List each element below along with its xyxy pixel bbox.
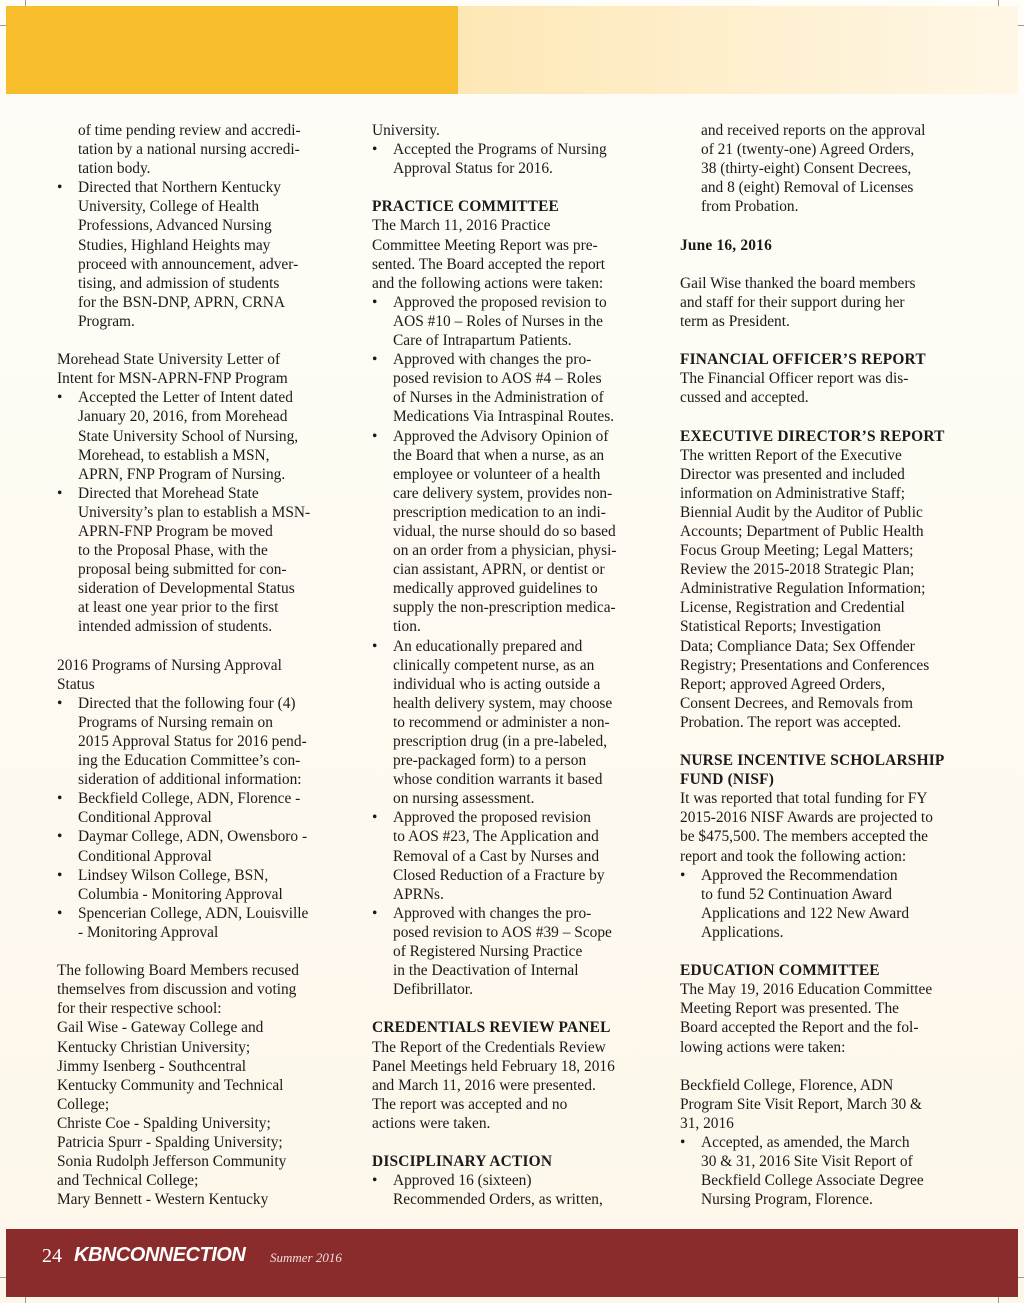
bullet-item: [680, 866, 980, 942]
text-line: Medications Via Intraspinal Routes.: [393, 408, 615, 426]
text-line: prescription drug (in a pre-labeled,: [393, 733, 608, 750]
bullet-item: [372, 904, 662, 999]
text-line: whose condition warrants it based: [393, 771, 603, 789]
text-line: and staff for their support during her: [680, 293, 905, 311]
text-line: 30 & 31, 2016 Site Visit Report of: [701, 1153, 913, 1171]
text-line: Beckfield College Associate Degree: [701, 1172, 924, 1190]
text-line: sideration of additional information:: [78, 771, 302, 789]
text-line: Applications.: [701, 923, 784, 941]
text-line: themselves from discussion and voting: [57, 981, 297, 999]
text-line: from Probation.: [701, 198, 799, 216]
text-line: • Accepted the Programs of Nursing: [393, 141, 607, 159]
text-line: Program Site Visit Report, March 30 &: [680, 1095, 923, 1113]
section-heading: EDUCATION COMMITTEE: [680, 962, 880, 980]
bullet-item: [372, 427, 662, 637]
text-line: • Approved with changes the pro-: [393, 904, 592, 922]
text-line: Professions, Advanced Nursing: [78, 217, 272, 235]
text-line: sideration of Developmental Status: [78, 580, 295, 598]
text-line: Meeting Report was presented. The: [680, 1000, 899, 1018]
text-line: and March 11, 2016 were presented.: [372, 1076, 596, 1094]
text-line: • Approved the Advisory Opinion of: [393, 427, 609, 445]
text-line: 2015-2016 NISF Awards are projected to: [680, 809, 933, 827]
text-line: Morehead, to establish a MSN,: [78, 446, 270, 464]
text-line: Panel Meetings held February 18, 2016: [372, 1057, 615, 1075]
paragraph: [57, 656, 347, 694]
text-line: • Approved with changes the pro-: [393, 351, 592, 369]
text-line: proposal being submitted for con-: [78, 561, 287, 579]
text-line: at least one year prior to the first: [78, 599, 279, 617]
text-line: lowing actions were taken:: [680, 1038, 846, 1056]
text-line: actions were taken.: [372, 1114, 491, 1132]
bullet-item: [680, 1133, 980, 1209]
text-line: Administrative Regulation Information;: [680, 580, 926, 598]
text-line: Columbia - Monitoring Approval: [78, 885, 283, 903]
text-line: Sonia Rudolph Jefferson Community: [57, 1153, 287, 1171]
text-line: be $475,500. The members accepted the: [680, 828, 929, 846]
text-line: Accounts; Department of Public Health: [680, 522, 924, 540]
text-line: • Approved 16 (sixteen): [393, 1172, 532, 1190]
text-line: tation body.: [78, 160, 151, 178]
text-line: employee or volunteer of a health: [393, 465, 601, 483]
text-line: NURSE INCENTIVE SCHOLARSHIP: [680, 752, 945, 770]
text-line: for the BSN-DNP, APRN, CRNA: [78, 293, 285, 311]
bullet-item: [57, 178, 347, 331]
text-line: of Registered Nursing Practice: [393, 943, 583, 961]
text-line: in the Deactivation of Internal: [393, 962, 579, 980]
text-line: AOS #10 – Roles of Nurses in the: [393, 312, 603, 330]
paragraph: [680, 980, 980, 1056]
crop-mark: [0, 25, 6, 26]
text-line: • Approved the proposed revision: [393, 809, 591, 827]
text-line: Closed Reduction of a Fracture by: [393, 866, 605, 884]
text-line: The report was accepted and no: [372, 1095, 568, 1113]
bullet-item: [372, 350, 662, 426]
text-line: Gail Wise - Gateway College and: [57, 1019, 264, 1037]
paragraph: [680, 446, 980, 732]
column-2: [372, 121, 662, 1209]
paragraph: [372, 1038, 662, 1133]
text-line: information on Administrative Staff;: [680, 484, 905, 502]
text-line: January 20, 2016, from Morehead: [78, 408, 288, 426]
bullet-item: [57, 866, 347, 904]
bullet-item: [372, 808, 662, 903]
text-line: APRN-FNP Program be moved: [78, 522, 273, 540]
text-line: report and took the following action:: [680, 847, 907, 865]
text-line: tation by a national nursing accredi-: [78, 141, 300, 159]
issue-season: Summer 2016: [270, 1250, 342, 1265]
text-line: • Directed that the following four (4): [78, 694, 296, 712]
text-line: 31, 2016: [680, 1114, 734, 1132]
section-heading: [680, 751, 980, 789]
text-line: Patricia Spurr - Spalding University;: [57, 1133, 283, 1151]
text-line: on an order from a physician, physi-: [393, 542, 617, 560]
bullet-item: [372, 293, 662, 350]
text-line: supply the non-prescription medica-: [393, 599, 616, 617]
text-line: to fund 52 Continuation Award: [701, 885, 892, 903]
crop-mark: [25, 1297, 26, 1303]
bullet-item: [372, 1171, 662, 1209]
text-line: Status: [57, 675, 95, 693]
text-line: Mary Bennett - Western Kentucky: [57, 1191, 269, 1209]
text-line: for their respective school:: [57, 1000, 222, 1018]
text-line: vidual, the nurse should do so based: [393, 522, 616, 540]
text-line: and the following actions were taken:: [372, 274, 604, 292]
text-line: Recommended Orders, as written,: [393, 1191, 603, 1209]
page-number: 24: [42, 1245, 62, 1267]
text-line: It was reported that total funding for FY: [680, 790, 928, 808]
text-line: The following Board Members recused: [57, 962, 299, 980]
text-line: of 21 (twenty-one) Agreed Orders,: [701, 141, 915, 159]
text-line: State University School of Nursing,: [78, 427, 299, 445]
text-line: Report; approved Agreed Orders,: [680, 675, 886, 693]
text-line: Kentucky Christian University;: [57, 1038, 251, 1056]
section-heading: EXECUTIVE DIRECTOR’S REPORT: [680, 427, 945, 445]
text-line: University.: [372, 122, 440, 139]
text-line: cussed and accepted.: [680, 389, 809, 407]
text-line: Intent for MSN-APRN-FNP Program: [57, 370, 288, 388]
text-line: tion.: [393, 618, 421, 636]
text-line: University’s plan to establish a MSN-: [78, 503, 311, 521]
paragraph: [680, 369, 980, 407]
paragraph: [680, 1076, 980, 1133]
brand-logo: KBNCONNECTION: [74, 1244, 246, 1266]
text-line: prescription medication to an indi-: [393, 503, 606, 521]
section-heading: PRACTICE COMMITTEE: [372, 198, 560, 216]
text-line: health delivery system, may choose: [393, 694, 613, 712]
crop-mark: [0, 1277, 6, 1278]
text-line: posed revision to AOS #39 – Scope: [393, 923, 612, 941]
text-line: College;: [57, 1095, 110, 1113]
text-line: Jimmy Isenberg - Southcentral: [57, 1057, 247, 1075]
text-line: Committee Meeting Report was pre-: [372, 236, 598, 254]
text-line: - Monitoring Approval: [78, 923, 219, 941]
paragraph: [57, 350, 347, 388]
text-line: proceed with announcement, adver-: [78, 255, 299, 273]
text-line: and Technical College;: [57, 1172, 199, 1190]
section-heading: CREDENTIALS REVIEW PANEL: [372, 1019, 611, 1037]
text-line: cian assistant, APRN, or dentist or: [393, 561, 605, 579]
text-line: Program.: [78, 312, 135, 330]
text-line: • Directed that Northern Kentucky: [78, 179, 281, 197]
section-heading: DISCIPLINARY ACTION: [372, 1153, 553, 1171]
text-line: Kentucky Community and Technical: [57, 1076, 284, 1094]
text-line: and received reports on the approval: [701, 122, 926, 139]
text-line: Director was presented and included: [680, 465, 905, 483]
text-line: Review the 2015-2018 Strategic Plan;: [680, 561, 915, 579]
paragraph: [680, 789, 980, 865]
text-line: Gail Wise thanked the board members: [680, 274, 916, 292]
text-line: clinically competent nurse, as an: [393, 656, 595, 674]
text-line: The Financial Officer report was dis-: [680, 370, 909, 388]
text-line: Programs of Nursing remain on: [78, 713, 273, 731]
column-3: [680, 121, 980, 1209]
text-line: posed revision to AOS #4 – Roles: [393, 370, 602, 388]
paragraph: [372, 216, 662, 292]
text-line: to recommend or administer a non-: [393, 713, 610, 731]
text-line: FUND (NISF): [680, 771, 775, 789]
text-line: • Approved the proposed revision to: [393, 293, 607, 311]
text-line: on nursing assessment.: [393, 790, 535, 808]
text-line: Care of Intrapartum Patients.: [393, 332, 572, 350]
text-line: of time pending review and accredi-: [78, 122, 301, 139]
crop-mark: [998, 0, 999, 6]
header-band-yellow: [6, 6, 458, 94]
text-line: • Spencerian College, ADN, Louisville: [78, 904, 309, 922]
text-line: Probation. The report was accepted.: [680, 713, 902, 731]
text-line: The March 11, 2016 Practice: [372, 217, 551, 235]
text-line: License, Registration and Credential: [680, 599, 905, 617]
text-line: individual who is acting outside a: [393, 675, 601, 693]
text-line: of Nurses in the Administration of: [393, 389, 604, 407]
text-line: • Accepted, as amended, the March: [701, 1133, 910, 1151]
text-line: Data; Compliance Data; Sex Offender: [680, 637, 915, 655]
text-line: APRNs.: [393, 885, 444, 903]
crop-mark: [998, 1297, 999, 1303]
text-line: The Report of the Credentials Review: [372, 1038, 606, 1056]
text-line: Beckfield College, Florence, ADN: [680, 1076, 894, 1094]
text-line: Focus Group Meeting; Legal Matters;: [680, 542, 914, 560]
text-line: the Board that when a nurse, as an: [393, 446, 605, 464]
paragraph: [680, 274, 980, 331]
text-line: to the Proposal Phase, with the: [78, 542, 268, 560]
text-line: • Lindsey Wilson College, BSN,: [78, 866, 269, 884]
text-line: • Directed that Morehead State: [78, 484, 259, 502]
header-band-cream: [458, 6, 1018, 94]
text-block: [680, 121, 980, 216]
text-line: 2016 Programs of Nursing Approval: [57, 656, 282, 674]
text-line: Biennial Audit by the Auditor of Public: [680, 503, 923, 521]
text-line: and 8 (eight) Removal of Licenses: [701, 179, 914, 197]
text-line: Studies, Highland Heights may: [78, 236, 271, 254]
bullet-item: [57, 789, 347, 827]
text-block: [57, 121, 347, 178]
text-line: Nursing Program, Florence.: [701, 1191, 873, 1209]
text-line: Morehead State University Letter of: [57, 351, 281, 369]
text-line: Board accepted the Report and the fol-: [680, 1019, 919, 1037]
bullet-item: [57, 484, 347, 637]
text-line: Registry; Presentations and Conferences: [680, 656, 930, 674]
bullet-item: [57, 388, 347, 483]
bullet-item: [57, 904, 347, 942]
text-line: The May 19, 2016 Education Committee: [680, 981, 933, 999]
text-line: • Accepted the Letter of Intent dated: [78, 389, 293, 407]
text-line: to AOS #23, The Application and: [393, 828, 599, 846]
text-line: • Approved the Recommendation: [701, 866, 898, 884]
bullet-item: [57, 694, 347, 789]
text-line: • Beckfield College, ADN, Florence -: [78, 790, 301, 808]
text-line: University, College of Health: [78, 198, 260, 216]
text-line: intended admission of students.: [78, 618, 273, 636]
text-line: ing the Education Committee’s con-: [78, 752, 301, 770]
crop-mark: [1018, 25, 1024, 26]
text-line: • Daymar College, ADN, Owensboro -: [78, 828, 308, 846]
text-line: 2015 Approval Status for 2016 pend-: [78, 733, 307, 750]
text-line: Statistical Reports; Investigation: [680, 618, 881, 636]
text-line: Defibrillator.: [393, 981, 473, 999]
text-line: Conditional Approval: [78, 847, 212, 865]
paragraph: [372, 121, 662, 140]
text-line: Consent Decrees, and Removals from: [680, 694, 913, 712]
text-line: care delivery system, provides non-: [393, 484, 613, 502]
bullet-item: [372, 637, 662, 809]
text-line: 38 (thirty-eight) Consent Decrees,: [701, 160, 912, 178]
bullet-item: [372, 140, 662, 178]
paragraph: [57, 961, 347, 1209]
text-line: term as President.: [680, 312, 790, 330]
bullet-item: [57, 827, 347, 865]
section-heading: June 16, 2016: [680, 236, 772, 254]
section-heading: FINANCIAL OFFICER’S REPORT: [680, 351, 926, 369]
text-line: Conditional Approval: [78, 809, 212, 827]
text-line: The written Report of the Executive: [680, 446, 902, 464]
column-1: [57, 121, 347, 1209]
text-line: Approval Status for 2016.: [393, 160, 553, 178]
text-line: Applications and 122 New Award: [701, 904, 910, 922]
text-line: Christe Coe - Spalding University;: [57, 1114, 271, 1132]
text-line: medically approved guidelines to: [393, 580, 598, 598]
text-line: Removal of a Cast by Nurses and: [393, 847, 600, 865]
text-line: pre-packaged form) to a person: [393, 752, 587, 770]
text-line: tising, and admission of students: [78, 274, 280, 292]
text-line: sented. The Board accepted the report: [372, 255, 606, 273]
text-line: APRN, FNP Program of Nursing.: [78, 465, 286, 483]
crop-mark: [1018, 1277, 1024, 1278]
crop-mark: [25, 0, 26, 6]
text-line: • An educationally prepared and: [393, 637, 583, 655]
